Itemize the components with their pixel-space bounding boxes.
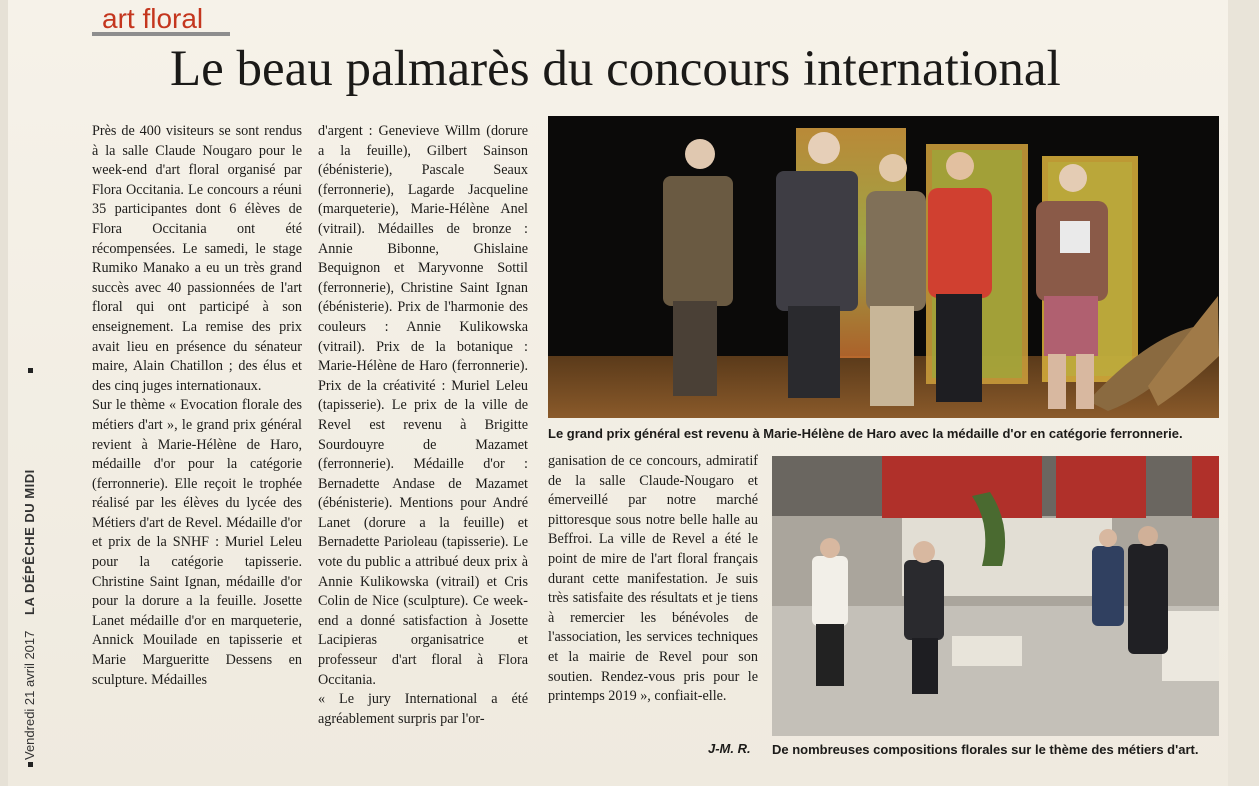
paragraph: d'argent : Genevieve Willm (dorure a la feuille), Gilbert Sainson (ébénisterie), Pascale Seaux (ferronnerie), Lagarde Jacqueline (marqueterie), Marie-Hélène Anel (vitrail). Médailles de bronze : Annie Bibonne, Ghislaine Bequignon et Maryvonne Sottil (ferronnerie), Christine Saint Ignan (ébénisterie). Prix de l'harmonie des couleurs : Annie Kulikowska (vitrail). Prix de la botanique : Marie-Hélène de Haro (ferronnerie). Prix de la créativité : Muriel Leleu (tapisserie). Le prix de la ville de Revel est revenu à Brigitte Sourdouyre de Mazamet (ferronnerie). Médaille d'or : Bernadette Andase de Mazamet (ébénisterie). Mentions pour André Lanet (dorure a la feuille) et Bernadette Parioleau (tapisserie). Le vote du public a attribué deux prix à Annie Kulikowska (vitrail) et Cris Colin de Nice (sculpture). Ce week-end a donné satisfaction à Josette Lacipieras organisatrice et professeur d'art floral à Flora Occitania. xyxy=(318,123,528,688)
page-title: Le beau palmarès du concours international xyxy=(170,41,1061,97)
paragraph: Près de 400 visiteurs se sont rendus à la salle Claude Nougaro pour le week-end d'art floral organisé par Flora Occitania. Le concours a réuni 35 participantes dont 6 élèves de Flora Occitania ont été récompensées. Le samedi, le stage Rumiko Manako a eu un très grand succès avec 40 passionnées de l'art floral qui ont participé à son enseignement. La remise des prix avait lieu en présence du sénateur maire, Alain Chatillon ; des élus et des cinq juges internationaux. xyxy=(92,123,302,394)
exhibition-photo xyxy=(772,456,1219,736)
paragraph: ganisation de ce concours, admiratif de la salle Claude-Nougaro et émerveillé par notre marché pittoresque sous notre belle halle au Beffroi. La ville de Revel a été le point de mire de l'art floral français durant cette manifestation. Je suis très satisfaite des résultats et je tiens à remercier les bénévoles de l'association, les services techniques et la mairie de Revel pour son soutien. Rendez-vous pris pour le printemps 2019 », confiait-elle. xyxy=(548,453,758,705)
photo-caption: De nombreuses compositions florales sur le thème des métiers d'art. xyxy=(772,742,1199,757)
section-rubric: art floral xyxy=(92,4,230,36)
issue-date: Vendredi 21 avril 2017 xyxy=(22,630,37,760)
article-column-2 xyxy=(318,122,528,729)
publication-name: LA DÉPÊCHE DU MIDI xyxy=(22,469,37,615)
registration-mark xyxy=(28,368,33,373)
article-column-3 xyxy=(548,452,758,707)
page-sidebar xyxy=(16,360,56,780)
award-ceremony-photo xyxy=(548,116,1219,418)
registration-mark xyxy=(28,762,33,767)
award-ceremony-illustration xyxy=(548,116,1219,418)
photo-credit: J-M. R. xyxy=(708,741,751,756)
sidebar-text xyxy=(22,360,44,760)
article-column-1 xyxy=(92,122,302,690)
paragraph: Sur le thème « Evocation florale des métiers d'art », le grand prix général revient à Marie-Hélène de Haro, médaille d'or pour la catégorie (ferronnerie). Elle reçoit le trophée réalisé par les élèves du lycée des Métiers d'art de Revel. Médaille d'or et prix de la SNHF : Muriel Leleu pour la catégorie tapisserie. Christine Saint Ignan, médaille d'or pour la dorure a la feuille. Josette Lanet médaille d'or en marqueterie, Annick Mouilade en tapisserie et Marie Margueritte Dessens en sculpture. Médailles xyxy=(92,397,302,688)
photo-caption: Le grand prix général est revenu à Marie-Hélène de Haro avec la médaille d'or en catégorie ferronnerie. xyxy=(548,426,1183,441)
page-edge xyxy=(0,0,8,786)
paragraph: « Le jury International a été agréablement surpris par l'or- xyxy=(318,691,528,727)
adjacent-page-bleed xyxy=(1228,0,1259,786)
exhibition-illustration xyxy=(772,456,1219,736)
